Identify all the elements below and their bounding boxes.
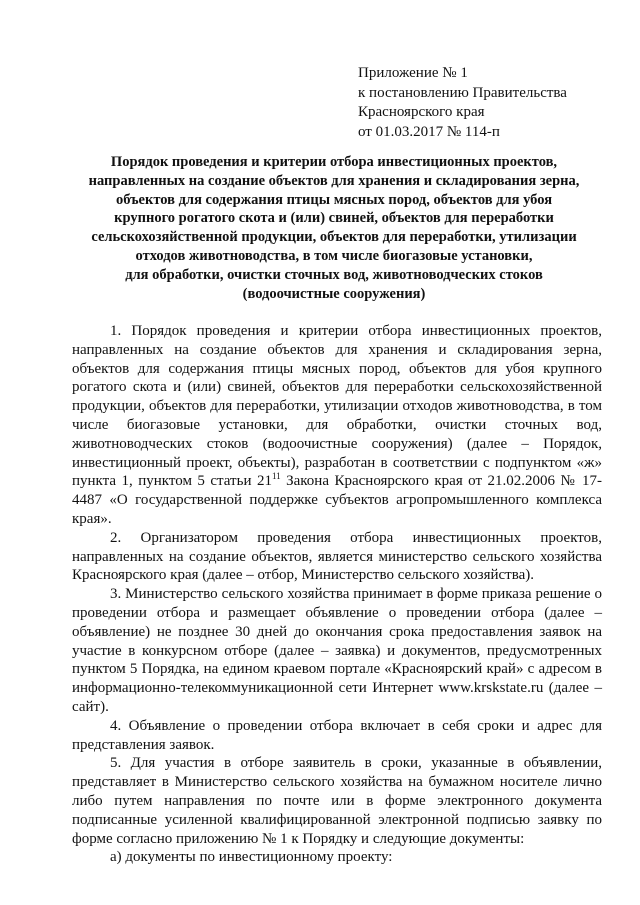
annex-number: Приложение № 1 [358,65,468,81]
title-line: объектов для содержания птицы мясных пород, объектов для убоя [115,191,553,208]
document-title [72,153,596,303]
paragraph-1-text-end: Закона Красноярского края от 21.02.2006 № 17-4487 «О государственной поддержке субъектов агропромышленного комплекса края». [72,473,602,527]
paragraph-3: 3. Министерство сельского хозяйства принимает в форме приказа решение о проведении отбора и размещает объявление о проведении отбора (далее – объявление) не позднее 30 дней до окончания срока предоставления заявок на участие в конкурсном отборе (далее – заявка) и документов, предусмотренных пунктом 5 Порядка, на едином краевом портале «Красноярский край» с адресом в информационно-телекоммуникационной сети Интернет www.krskstate.ru (далее – сайт). [72,586,602,715]
paragraph-1 [72,322,602,529]
paragraph-5a: а) документы по инвестиционному проекту: [110,849,393,866]
annex-header [358,64,618,142]
title-line: (водоочистные сооружения) [242,285,426,302]
document-body [72,322,602,867]
paragraph-1-text: 1. Порядок проведения и критерии отбора инвестиционных проектов, направленных на создание объектов для хранения и складирования зерна, объектов для содержания птицы мясных пород, объектов для убоя крупного рогатого скота и (или) свиней, объектов для переработки сельскохозяйственной продукции, объектов для переработки, утилизации отходов животноводства, в том числе биогазовые установки, для обработки, очистки сточных вод, животноводческих стоков (водоочистные сооружения) (далее – Порядок, инвестиционный проект, объекты), разработан в соответствии с подпунктом «ж» пункта 1, пунктом 5 статьи 21 [72,323,602,490]
title-line: для обработки, очистки сточных вод, животноводческих стоков [125,266,543,283]
title-line: Порядок проведения и критерии отбора инвестиционных проектов, [110,154,558,170]
title-line: сельскохозяйственной продукции, объектов для переработки, утилизации [91,229,577,246]
article-superscript: 11 [271,471,281,482]
paragraph-5: 5. Для участия в отборе заявитель в сроки, указанные в объявлении, представляет в Министерство сельского хозяйства на бумажном носителе лично либо путем направления по почте или в форме электронного документа подписанные усиленной квалифицированной электронной подписью заявку по форме согласно приложению № 1 к Порядку и следующие документы: [72,755,602,847]
title-line: направленных на создание объектов для хранения и складирования зерна, [88,172,580,189]
paragraph-4: 4. Объявление о проведении отбора включает в себя сроки и адрес для представления заявок. [72,717,602,753]
annex-resolution-ref: к постановлению Правительства [358,84,567,101]
paragraph-2: 2. Организатором проведения отбора инвестиционных проектов, направленных на создание объектов, является министерство сельского хозяйства Красноярского края (далее – отбор, Министерство сельского хозяйства). [72,529,602,584]
title-line: отходов животноводства, в том числе биогазовые установки, [135,247,533,264]
title-line: крупного рогатого скота и (или) свиней, объектов для переработки [114,210,554,227]
annex-region: Красноярского края [358,104,485,120]
annex-date-number: от 01.03.2017 № 114-п [358,123,500,140]
